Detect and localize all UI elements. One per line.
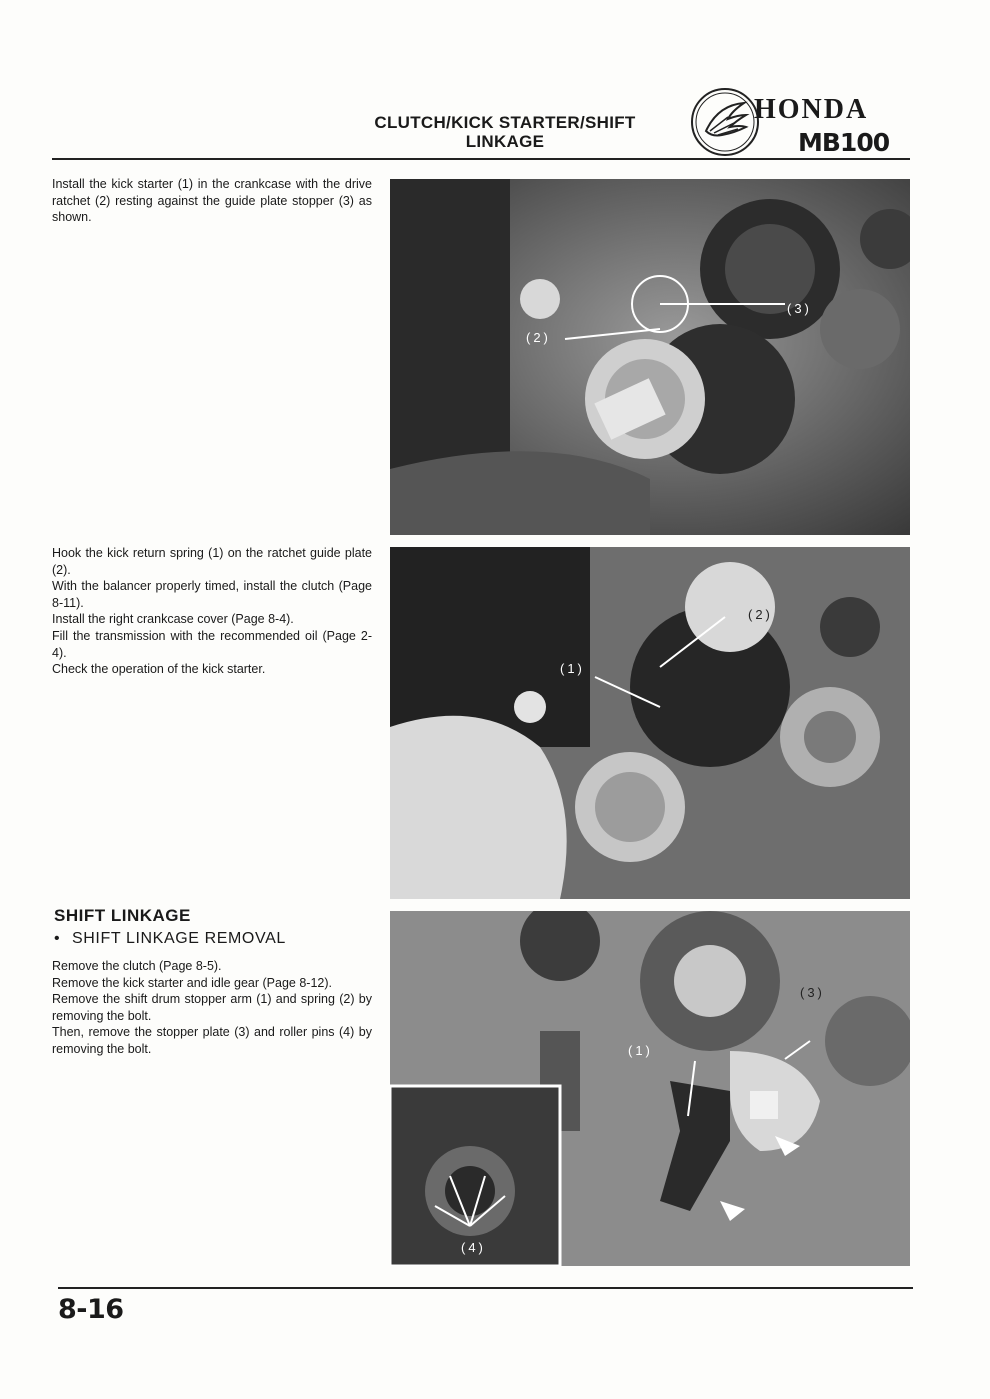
page-number: 8-16 bbox=[58, 1294, 124, 1325]
model-name: MB100 bbox=[798, 128, 890, 157]
shift-linkage-removal-subheading bbox=[54, 930, 286, 948]
shift-linkage-photo bbox=[390, 911, 910, 1266]
spring-hook-text bbox=[52, 545, 372, 678]
paragraph: Install the kick starter (1) in the crankcase with the drive ratchet (2) resting against the guide plate stopper (3) as shown. bbox=[52, 177, 372, 225]
callout-label: (3) bbox=[787, 301, 812, 316]
callout-label: (1) bbox=[628, 1043, 653, 1058]
shift-linkage-heading: SHIFT LINKAGE bbox=[54, 906, 191, 925]
paragraph: Check the operation of the kick starter. bbox=[52, 662, 266, 677]
honda-wing-emblem bbox=[688, 85, 762, 159]
header-rule bbox=[52, 158, 910, 160]
paragraph: With the balancer properly timed, install the clutch (Page 8-11). bbox=[52, 579, 372, 610]
paragraph: Then, remove the stopper plate (3) and roller pins (4) by removing the bolt. bbox=[52, 1025, 372, 1056]
paragraph: Remove the kick starter and idle gear (Page 8-12). bbox=[52, 975, 332, 990]
paragraph: Hook the kick return spring (1) on the ratchet guide plate (2). bbox=[52, 546, 372, 577]
paragraph: Fill the transmission with the recommended oil (Page 2-4). bbox=[52, 628, 372, 660]
footer-rule bbox=[58, 1287, 913, 1289]
kick-spring-photo bbox=[390, 547, 910, 899]
kick-starter-install-text bbox=[52, 176, 372, 226]
brand-logo: HONDA bbox=[754, 94, 869, 125]
callout-label: (4) bbox=[461, 1240, 486, 1255]
section-title-line-2: LINKAGE bbox=[465, 132, 545, 151]
bullet: • bbox=[54, 930, 61, 947]
kick-starter-photo bbox=[390, 179, 910, 535]
callout-label: (2) bbox=[748, 607, 773, 622]
callout-label: (2) bbox=[526, 330, 551, 345]
shift-linkage-steps bbox=[52, 958, 372, 1058]
section-title-line-1: CLUTCH/KICK STARTER/SHIFT bbox=[374, 113, 636, 132]
subheading-text: SHIFT LINKAGE REMOVAL bbox=[72, 930, 286, 947]
callout-label: (1) bbox=[560, 661, 585, 676]
section-title bbox=[320, 113, 690, 151]
callout-label: (3) bbox=[800, 985, 825, 1000]
paragraph: Install the right crankcase cover (Page 8-4). bbox=[52, 612, 294, 627]
paragraph: Remove the shift drum stopper arm (1) and spring (2) by removing the bolt. bbox=[52, 992, 372, 1023]
paragraph: Remove the clutch (Page 8-5). bbox=[52, 959, 222, 973]
